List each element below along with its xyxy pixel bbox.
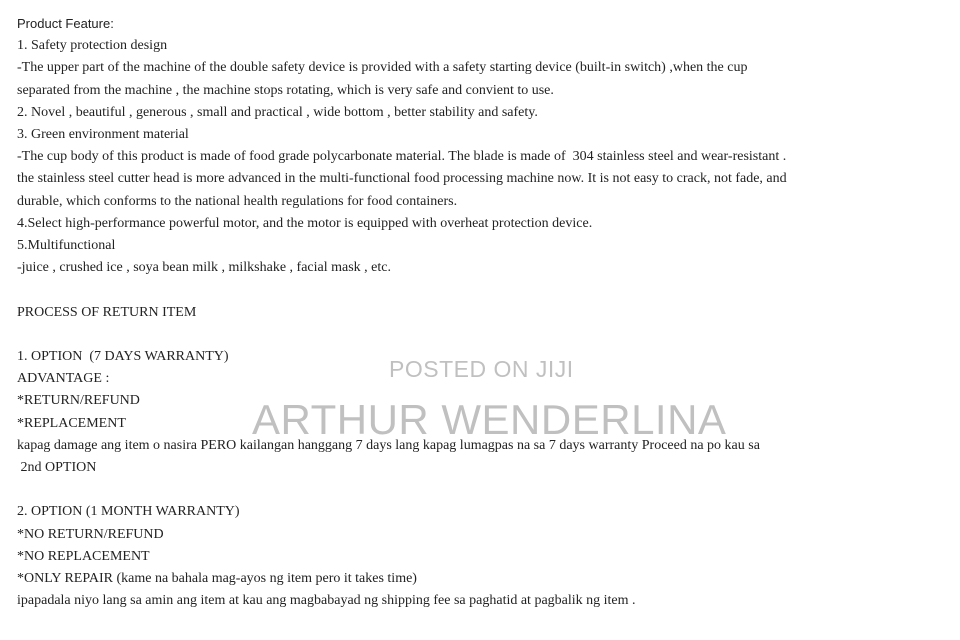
watermark-seller-name: ARTHUR WENDERLINA <box>252 396 727 443</box>
option-2-title: 2. OPTION (1 MONTH WARRANTY) <box>17 504 240 520</box>
feature-5-text: -juice , crushed ice , soya bean milk , milkshake , facial mask , etc. <box>17 260 391 276</box>
feature-5-title: 5.Multifunctional <box>17 238 116 254</box>
feature-4-text: 4.Select high-performance powerful motor, and the motor is equipped with overheat protection device. <box>17 215 593 231</box>
option-1-item: *REPLACEMENT <box>17 415 126 431</box>
option-1-title: 1. OPTION (7 DAYS WARRANTY) <box>17 349 229 365</box>
feature-1-title: 1. Safety protection design <box>17 38 168 54</box>
feature-2-text: 2. Novel , beautiful , generous , small and practical , wide bottom , better stability and safety. <box>17 104 538 120</box>
blank-line <box>17 479 947 501</box>
product-description <box>17 13 947 612</box>
feature-3-text: the stainless steel cutter head is more advanced in the multi-functional food processing machine now. It is not easy to crack, not fade, and <box>17 171 787 187</box>
feature-1-text: -The upper part of the machine of the double safety device is provided with a safety starting device (built-in switch) ,when the cup <box>17 60 748 76</box>
option-2-item: *ONLY REPAIR (kame na bahala mag-ayos ng item pero it takes time) <box>17 571 417 587</box>
return-process-heading: PROCESS OF RETURN ITEM <box>17 304 197 320</box>
option-2-item: *NO REPLACEMENT <box>17 548 150 564</box>
blank-line <box>17 324 947 346</box>
feature-3-title: 3. Green environment material <box>17 127 189 143</box>
option-1-advantage: ADVANTAGE : <box>17 371 110 387</box>
feature-1-text: separated from the machine , the machine stops rotating, which is very safe and convient to use. <box>17 82 554 98</box>
feature-3-text: durable, which conforms to the national health regulations for food containers. <box>17 193 458 209</box>
blank-line <box>17 279 947 301</box>
option-1-note: kapag damage ang item o nasira PERO kailangan hanggang 7 days lang kapag lumagpas na sa 7 days warranty Proceed na po kau sa <box>17 437 760 453</box>
option-1-item: *RETURN/REFUND <box>17 393 140 409</box>
option-2-item: *NO RETURN/REFUND <box>17 526 164 542</box>
option-1-note: 2nd OPTION <box>17 460 97 476</box>
feature-3-text: -The cup body of this product is made of food grade polycarbonate material. The blade is made of 304 stainless steel and wear-resistant . <box>17 149 787 165</box>
option-2-note: ipapadala niyo lang sa amin ang item at kau ang magbabayad ng shipping fee sa paghatid at pagbalik ng item . <box>17 593 636 609</box>
watermark-posted-on: POSTED ON JIJI <box>389 356 574 382</box>
feature-heading: Product Feature: <box>17 16 114 31</box>
